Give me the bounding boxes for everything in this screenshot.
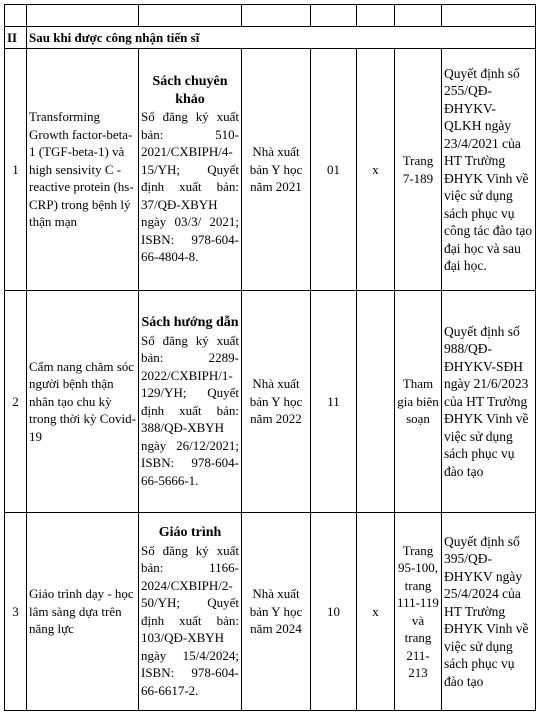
book-details: Số đăng ký xuất bản: 510-2021/CXBIPH/4-15/YH; Quyết định xuất bản: 37/QĐ-XBYH ngày 03/3/ 2021; ISBN: 978-604-66-4804-8. [141, 109, 239, 265]
empty-cell [311, 5, 357, 27]
author-role: x [357, 513, 395, 711]
book-title: Transforming Growth factor-beta-1 (TGF-beta-1) và high sensivity C - reactive protein (hs-CRP) trong bệnh lý thận mạn [27, 49, 139, 291]
book-title: Cẩm nang chăm sóc người bệnh thận nhân tạo chu kỳ trong thời kỳ Covid-19 [27, 291, 139, 513]
decision-text: Quyết định số 988/QĐ-ĐHYKV-SĐH ngày 21/6/2023 của HT Trường ĐHYK Vinh về việc sử dụng sách phục vụ đào tạo [444, 323, 529, 479]
page-range: Tham gia biên soạn [395, 291, 442, 513]
publications-table [4, 4, 536, 711]
author-count: 01 [311, 49, 357, 291]
decision-cell [442, 49, 536, 291]
book-info-cell [139, 513, 242, 711]
decision-cell [442, 513, 536, 711]
book-details: Số đăng ký xuất bản: 2289-2022/CXBIPH/1-129/YH; Quyết định xuất bản: 388/QĐ-XBYH ngày 26/12/2021; ISBN: 978-604-66-5666-1. [141, 332, 239, 488]
section-title: Sau khi được công nhận tiến sĩ [27, 27, 536, 49]
author-count: 11 [311, 291, 357, 513]
empty-cell [242, 5, 311, 27]
section-number: II [5, 27, 27, 49]
book-type: Giáo trình [158, 525, 222, 540]
empty-cell [442, 5, 536, 27]
empty-cell [5, 5, 27, 27]
book-info-cell [139, 291, 242, 513]
row-number: 3 [5, 513, 27, 711]
decision-cell [442, 291, 536, 513]
table-row [5, 513, 536, 711]
page-range: Trang 95-100, trang 111-119 và trang 211-213 [395, 513, 442, 711]
empty-cell [395, 5, 442, 27]
empty-cell [357, 5, 395, 27]
row-number: 1 [5, 49, 27, 291]
publisher: Nhà xuất bản Y học năm 2024 [242, 513, 311, 711]
row-number: 2 [5, 291, 27, 513]
book-type: Sách hướng dẫn [141, 315, 239, 330]
publisher: Nhà xuất bản Y học năm 2021 [242, 49, 311, 291]
table-row [5, 291, 536, 513]
decision-text: Quyết định số 255/QĐ-ĐHYKV-QLKH ngày 23/4/2021 của HT Trường ĐHYK Vinh về việc sử dụng sách phục vụ công tác đào tạo đại học và sau đại học. [444, 65, 533, 273]
empty-cell [139, 5, 242, 27]
author-role [357, 291, 395, 513]
book-title: Giáo trình dạy - học lâm sàng dựa trên năng lực [27, 513, 139, 711]
decision-text: Quyết định số 395/QĐ-ĐHYKV ngày 25/4/2024 của HT Trường ĐHYK Vinh về việc sử dụng sách phục vụ đào tạo [444, 533, 529, 689]
book-type: Sách chuyên khảo [152, 74, 228, 107]
book-details: Số đăng ký xuất bản: 1166-2024/CXBIPH/2-50/YH; Quyết định xuất bản: 103/QĐ-XBYH ngày 15/4/2024; ISBN: 978-604-66-6617-2. [141, 542, 239, 698]
book-info-cell [139, 49, 242, 291]
table-row [5, 49, 536, 291]
publisher: Nhà xuất bản Y học năm 2022 [242, 291, 311, 513]
empty-cell [27, 5, 139, 27]
section-header-row [5, 27, 536, 49]
author-role: x [357, 49, 395, 291]
page-range: Trang 7-189 [395, 49, 442, 291]
author-count: 10 [311, 513, 357, 711]
table-top-row [5, 5, 536, 27]
